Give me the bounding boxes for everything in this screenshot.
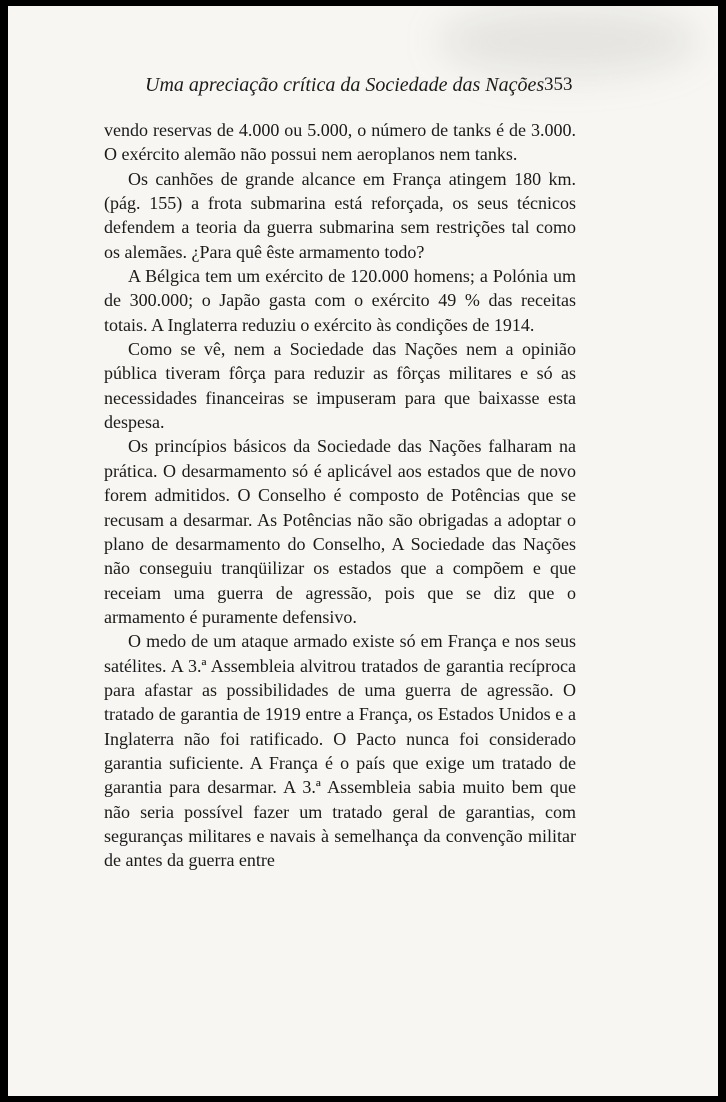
book-page xyxy=(8,6,718,1096)
running-header xyxy=(8,74,718,104)
body-text xyxy=(104,118,576,873)
paragraph-basic-principles: Os princípios básicos da Sociedade das Nações falharam na prática. O desarmamento só é aplicável aos estados que de novo forem admitidos. O Conselho é composto de Potências que se recusam a desarmar. As Potências não são obrigadas a adoptar o plano de desarmamento do Conselho, A Sociedade das Nações não conseguiu tranqüilizar os estados que a compõem e que receiam uma guerra de agressão, pois que se diz que o armamento é puramente defensivo. xyxy=(104,436,576,627)
paragraph-continued: vendo reservas de 4.000 ou 5.000, o número de tanks é de 3.000. O exército alemão não possui nem aeroplanos nem tanks. xyxy=(104,120,576,165)
running-title: Uma apreciação crítica da Sociedade das Nações xyxy=(145,74,545,96)
paragraph-fear-of-attack: O medo de um ataque armado existe só em França e nos seus satélites. A 3.ª Assembleia alvitrou tratados de garantia recíproca para afastar as possibilidades de uma guerra de agressão. O tratado de garantia de 1919 entre a França, os Estados Unidos e a Inglaterra não foi ratificado. O Pacto nunca foi considerado garantia suficiente. A França é o país que exige um tratado de garantia para desarmar. A 3.ª Assembleia sabia muito bem que não seria possível fazer um tratado geral de garantias, com seguranças militares e navais à semelhança da convenção militar de antes da guerra entre xyxy=(104,631,576,871)
paragraph-armies: A Bélgica tem um exército de 120.000 homens; a Polónia um de 300.000; o Japão gasta com o exército 49 % das receitas totais. A Inglaterra reduziu o exército às condições de 1914. xyxy=(104,266,576,335)
page-number: 353 xyxy=(544,74,573,95)
paragraph-french-armament: Os canhões de grande alcance em França atingem 180 km. (pág. 155) a frota submarina está reforçada, os seus técnicos defendem a teoria da guerra submarina sem restrições tal como os alemães. ¿Para quê êste armamento todo? xyxy=(104,168,576,262)
paragraph-public-opinion: Como se vê, nem a Sociedade das Nações nem a opinião pública tiveram fôrça para reduzir as fôrças militares e só as necessidades financeiras se impuseram para que baixasse esta despesa. xyxy=(104,339,576,433)
scan-smudge xyxy=(438,6,698,76)
